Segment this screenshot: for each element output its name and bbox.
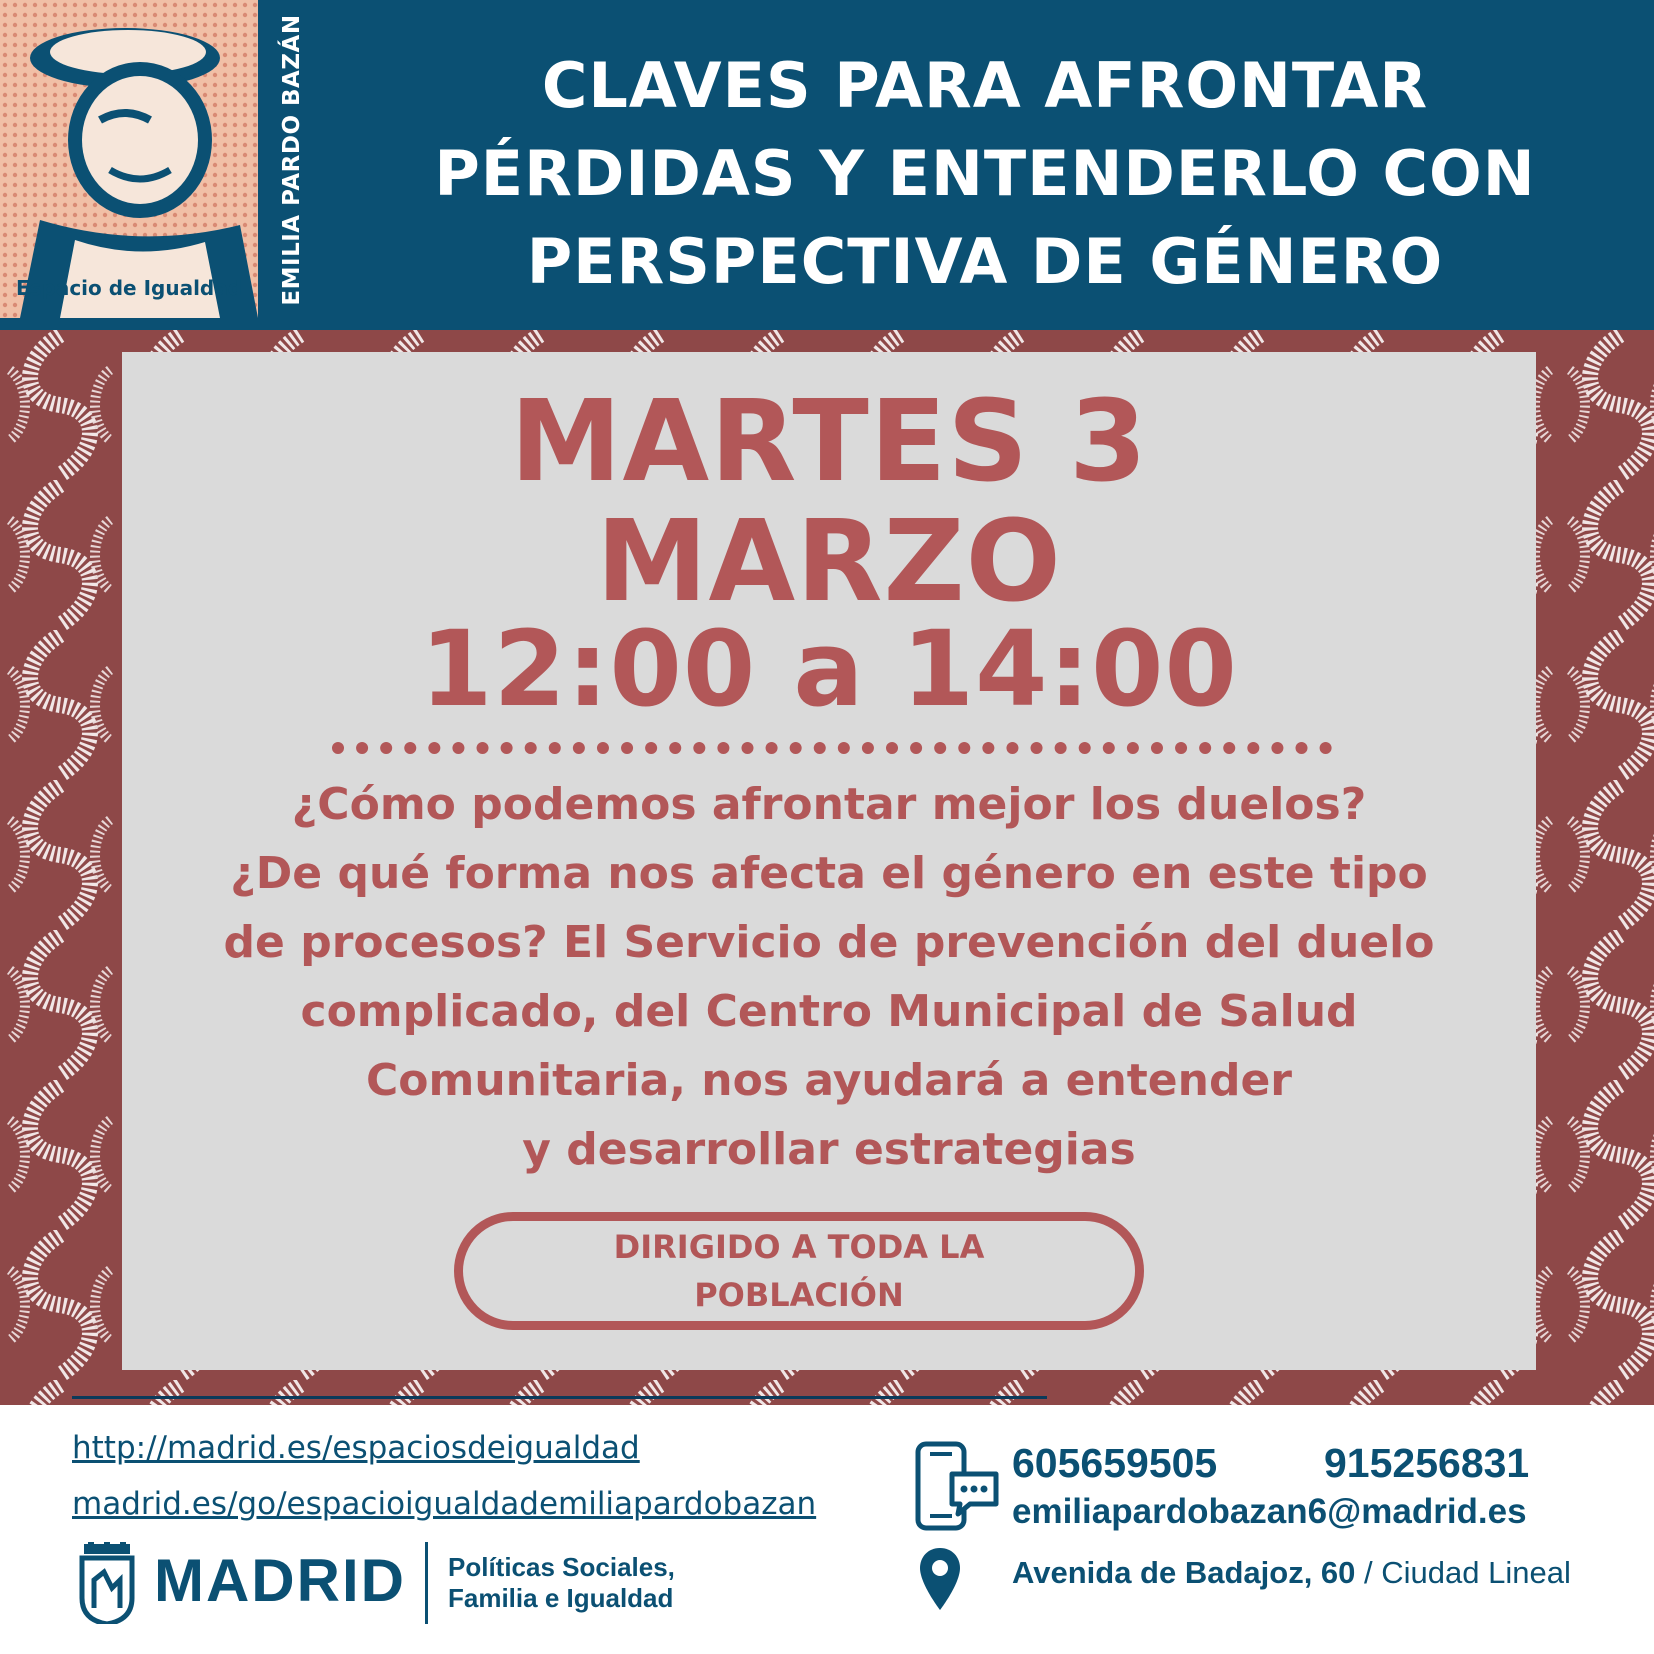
event-card: [122, 352, 1536, 1370]
espacio-igualdad-logo: [0, 0, 258, 318]
description-line: Comunitaria, nos ayudará a entender: [365, 1055, 1293, 1106]
map-pin-icon: [918, 1546, 962, 1612]
audience-label: DIRIGIDO A TODA LA POBLACIÓN: [613, 1228, 985, 1314]
phone-chat-icon: [912, 1440, 1002, 1532]
madrid-logo: [78, 1542, 778, 1628]
audience-badge: [454, 1212, 1144, 1330]
footer-divider: [72, 1396, 1047, 1399]
emilia-pardo-bazan-link[interactable]: madrid.es/go/espacioigualdademiliapardobazan: [72, 1486, 817, 1522]
event-month: MARZO: [596, 497, 1062, 627]
vertical-brand-text: EMILIA PARDO BAZÁN: [279, 14, 305, 306]
contact-email[interactable]: emiliapardobazan6@madrid.es: [1012, 1492, 1527, 1531]
madrid-wordmark: MADRID: [154, 1547, 406, 1614]
page-title: [330, 42, 1640, 306]
logo-separator: [425, 1542, 428, 1624]
event-time: 12:00 a 14:00: [420, 608, 1238, 730]
address-district: Ciudad Lineal: [1381, 1555, 1571, 1590]
dotted-divider: [332, 742, 1332, 756]
phone-1[interactable]: 605659505: [1012, 1440, 1218, 1486]
address: [1012, 1555, 1571, 1591]
phone-numbers: [1012, 1440, 1530, 1487]
madrid-coat-of-arms-icon: [78, 1542, 136, 1624]
event-description: [172, 770, 1486, 1184]
department-name: Políticas Sociales, Familia e Igualdad: [448, 1552, 675, 1613]
address-separator: /: [1355, 1555, 1382, 1590]
description-line: ¿Cómo podemos afrontar mejor los duelos?: [291, 779, 1367, 830]
event-day: MARTES 3: [510, 377, 1148, 507]
header-banner: [0, 0, 1654, 330]
phone-2[interactable]: 915256831: [1324, 1440, 1530, 1486]
address-street: Avenida de Badajoz, 60: [1012, 1555, 1356, 1590]
title-line-2: PÉRDIDAS Y ENTENDERLO CON: [434, 137, 1536, 210]
logo-caption: Espacio de Igualdad: [15, 276, 243, 300]
description-line: y desarrollar estrategias: [522, 1124, 1136, 1175]
description-line: complicado, del Centro Municipal de Salud: [300, 986, 1358, 1037]
title-line-3: PERSPECTIVA DE GÉNERO: [526, 225, 1444, 298]
portrait-illustration: [0, 0, 258, 318]
description-line: de procesos? El Servicio de prevención del duelo: [223, 917, 1435, 968]
title-line-1: CLAVES PARA AFRONTAR: [541, 49, 1429, 122]
description-line: ¿De qué forma nos afecta el género en este tipo: [230, 848, 1428, 899]
espacios-igualdad-link[interactable]: http://madrid.es/espaciosdeigualdad: [72, 1430, 640, 1466]
